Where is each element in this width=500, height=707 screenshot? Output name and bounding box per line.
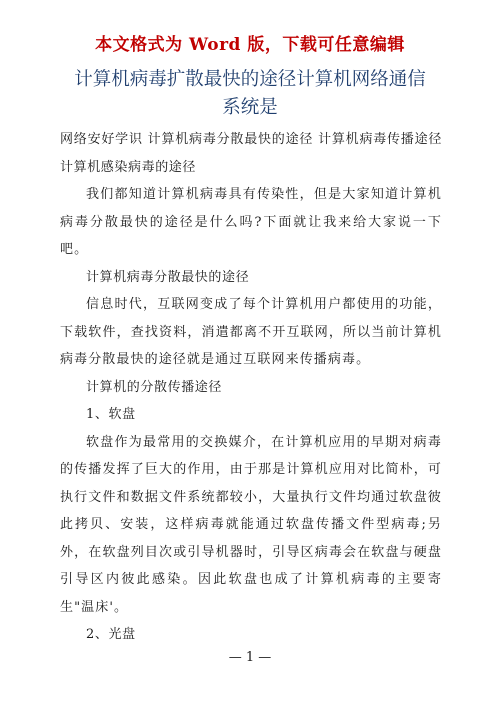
paragraph-internet: 信息时代，互联网变成了每个计算机用户都使用的功能，下载软件，查找资料，消遣都离不开互联网，所以当前计算机病毒分散最快的途径就是通过互联网来传播病毒。 (60, 297, 442, 367)
format-banner: 本文格式为 Word 版，下载可任意编辑 (95, 35, 405, 55)
paragraph-floppy: 软盘作为最常用的交换媒介，在计算机应用的早期对病毒的传播发挥了巨大的作用，由于那是计算机应用对比简朴，可执行文件和数据文件系统都较小，大量执行文件均通过软盘彼此拷贝、安装，这样病毒就能通过软盘传播文件型病毒;另外，在软盘列目次或引导机器时，引导区病毒会在软盘与硬盘引导区内彼此感染。因此软盘也成了计算机病毒的主要寄生"温床'。 (60, 434, 442, 615)
section-heading-spread-routes: 计算机的分散传播途径 (86, 379, 223, 395)
document-body (60, 126, 442, 649)
page-number: — 1 — (228, 650, 272, 665)
paragraph-intro: 我们都知道计算机病毒具有传染性，但是大家知道计算机病毒分散最快的途径是什么吗?下面就让我来给大家说一下吧。 (60, 187, 442, 257)
section-heading-cd: 2、光盘 (86, 627, 136, 642)
document-title: 计算机病毒扩散最快的途径计算机网络通信系统是 (74, 69, 426, 118)
section-heading-fastest-route: 计算机病毒分散最快的途径 (86, 269, 250, 285)
section-heading-floppy: 1、软盘 (86, 407, 136, 422)
keywords-line: 网络安好学识 计算机病毒分散最快的途径 计算机病毒传播途径 计算机感染病毒的途径 (60, 132, 442, 175)
